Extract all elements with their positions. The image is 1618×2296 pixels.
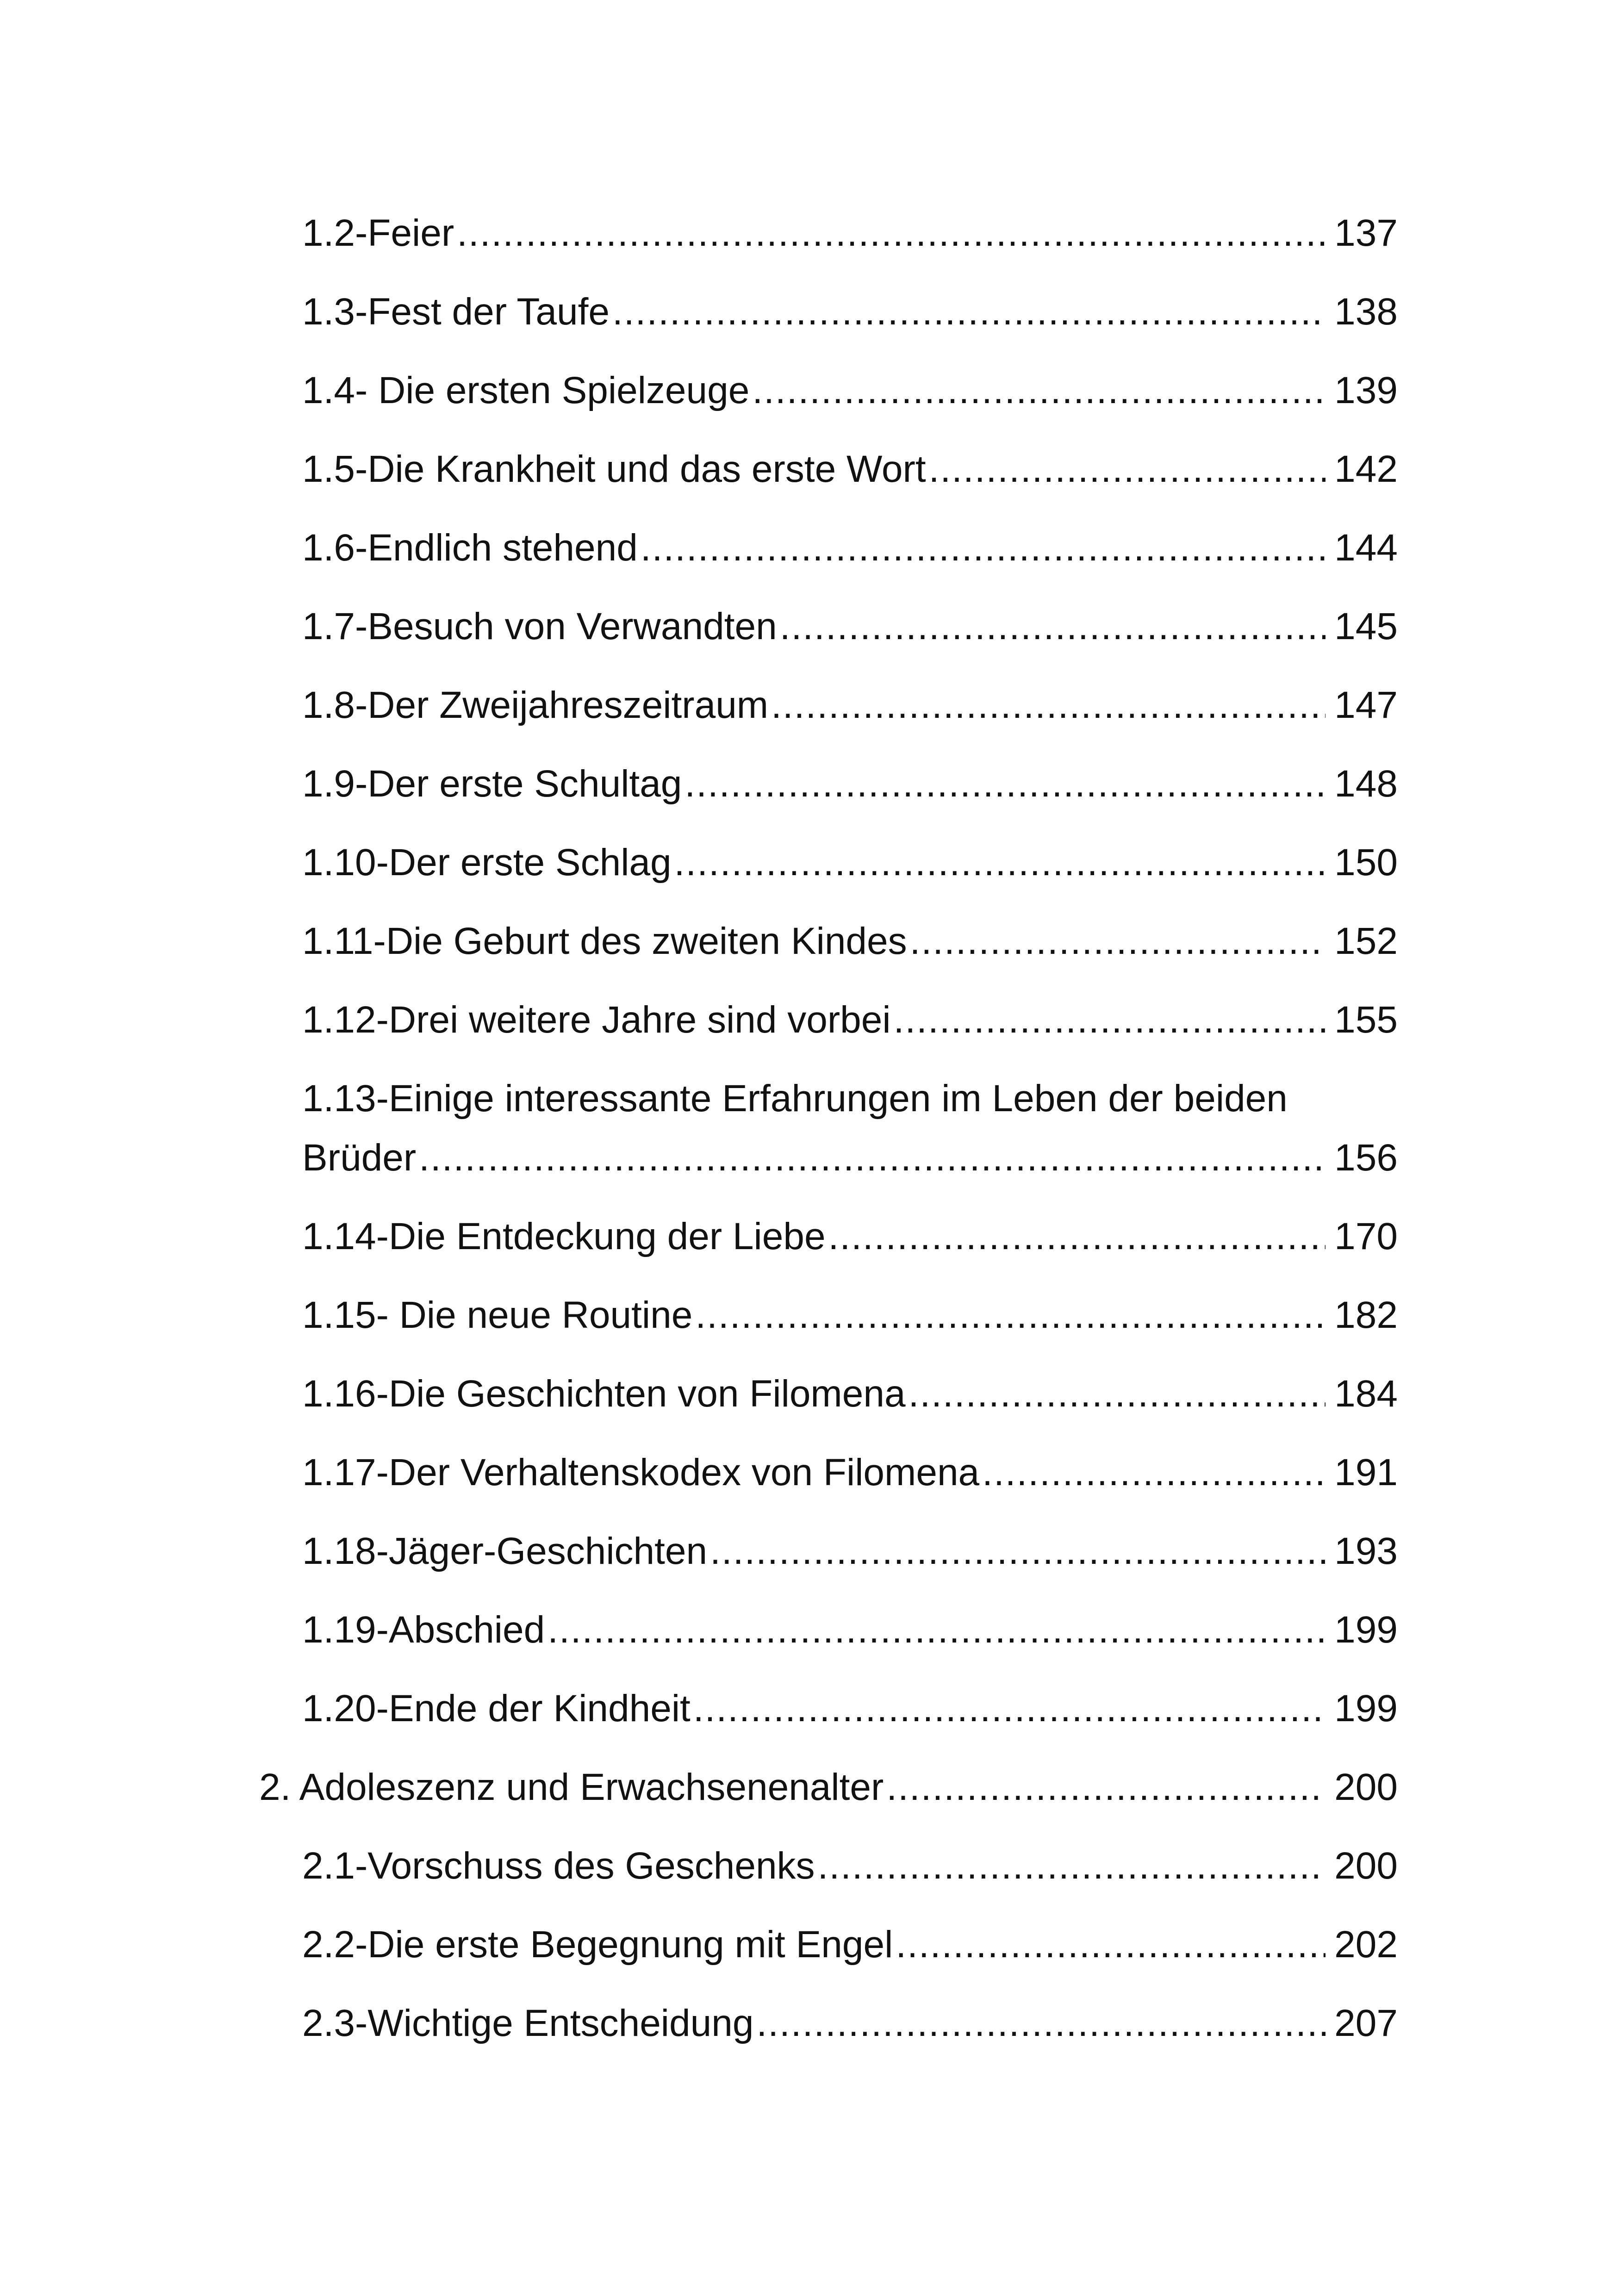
dot-leader xyxy=(886,1758,1326,1817)
toc-entry-title: 1.20-Ende der Kindheit xyxy=(302,1687,691,1730)
toc-entry[interactable] xyxy=(259,1679,1398,1738)
dot-leader xyxy=(419,1128,1326,1188)
dot-leader xyxy=(752,361,1326,420)
toc-entry-title: 1.6-Endlich stehend xyxy=(302,527,638,569)
toc-entry[interactable] xyxy=(259,518,1398,578)
dot-leader xyxy=(710,1522,1326,1581)
toc-entry-page: 191 xyxy=(1334,1451,1398,1493)
toc-entry-page: 202 xyxy=(1334,1923,1398,1966)
dot-leader xyxy=(896,1915,1326,1974)
toc-entry-title: 1.7-Besuch von Verwandten xyxy=(302,605,777,647)
toc-entry-page: 144 xyxy=(1334,527,1398,569)
toc-entry-page: 156 xyxy=(1334,1137,1398,1179)
toc-entry[interactable] xyxy=(259,1915,1398,1974)
toc-entry-title: 1.17-Der Verhaltenskodex von Filomena xyxy=(302,1451,980,1493)
toc-entry-title: 1.19-Abschied xyxy=(302,1609,545,1651)
dot-leader xyxy=(894,990,1326,1050)
toc-entry[interactable] xyxy=(259,1600,1398,1660)
toc-entry[interactable] xyxy=(259,204,1398,263)
toc-entry-title: 2.1-Vorschuss des Geschenks xyxy=(302,1845,815,1887)
dot-leader xyxy=(612,282,1326,342)
toc-entry-title: 1.16-Die Geschichten von Filomena xyxy=(302,1373,906,1415)
toc-entry-title: 1.9-Der erste Schultag xyxy=(302,763,682,805)
dot-leader xyxy=(828,1207,1326,1266)
dot-leader xyxy=(910,912,1326,971)
toc-entry[interactable] xyxy=(259,990,1398,1050)
toc-entry-title: 1.15- Die neue Routine xyxy=(302,1294,693,1336)
dot-leader xyxy=(929,440,1326,499)
toc-entry-page: 152 xyxy=(1334,920,1398,962)
toc-entry[interactable] xyxy=(259,833,1398,892)
dot-leader xyxy=(693,1679,1326,1738)
toc-entry-title: Brüder xyxy=(302,1137,417,1179)
toc-chapter-entry[interactable] xyxy=(259,1758,1398,1817)
dot-leader xyxy=(457,204,1326,263)
toc-entry-page: 150 xyxy=(1334,841,1398,884)
toc-entry-page: 142 xyxy=(1334,448,1398,490)
toc-entry-title: 1.18-Jäger-Geschichten xyxy=(302,1530,708,1572)
toc-entry-page: 147 xyxy=(1334,684,1398,726)
toc-entry-page: 200 xyxy=(1334,1766,1398,1808)
table-of-contents xyxy=(259,204,1398,2072)
toc-entry-title: 1.10-Der erste Schlag xyxy=(302,841,672,884)
toc-entry-page: 170 xyxy=(1334,1215,1398,1257)
toc-entry-page: 155 xyxy=(1334,999,1398,1041)
dot-leader xyxy=(756,1994,1326,2053)
dot-leader xyxy=(818,1836,1326,1896)
toc-entry-title: 1.2-Feier xyxy=(302,212,454,254)
toc-entry-title: 1.14-Die Entdeckung der Liebe xyxy=(302,1215,826,1257)
toc-entry-title-line1: 1.13-Einige interessante Erfahrungen im Leben der beiden xyxy=(302,1077,1288,1120)
toc-entry-title: 1.4- Die ersten Spielzeuge xyxy=(302,369,750,411)
dot-leader xyxy=(771,676,1326,735)
dot-leader xyxy=(641,518,1326,578)
toc-entry[interactable] xyxy=(259,440,1398,499)
dot-leader xyxy=(548,1600,1326,1660)
toc-entry-page: 199 xyxy=(1334,1609,1398,1651)
dot-leader xyxy=(909,1364,1326,1424)
toc-entry[interactable] xyxy=(259,1364,1398,1424)
toc-entry-title: 1.11-Die Geburt des zweiten Kindes xyxy=(302,920,907,962)
toc-entry-title: 2. Adoleszenz und Erwachsenenalter xyxy=(259,1766,884,1808)
toc-entry-title: 1.5-Die Krankheit und das erste Wort xyxy=(302,448,926,490)
toc-entry-page: 137 xyxy=(1334,212,1398,254)
toc-entry-page: 207 xyxy=(1334,2002,1398,2044)
toc-entry[interactable] xyxy=(259,1522,1398,1581)
toc-entry[interactable] xyxy=(259,282,1398,342)
toc-entry[interactable] xyxy=(259,754,1398,814)
toc-entry-page: 145 xyxy=(1334,605,1398,647)
toc-entry[interactable] xyxy=(259,361,1398,420)
dot-leader xyxy=(674,833,1326,892)
toc-entry[interactable] xyxy=(259,1286,1398,1345)
toc-entry[interactable] xyxy=(259,1069,1398,1188)
toc-entry-page: 184 xyxy=(1334,1373,1398,1415)
toc-entry-title: 1.12-Drei weitere Jahre sind vorbei xyxy=(302,999,891,1041)
toc-entry-page: 138 xyxy=(1334,291,1398,333)
toc-entry-title: 2.3-Wichtige Entscheidung xyxy=(302,2002,754,2044)
toc-entry-title: 1.3-Fest der Taufe xyxy=(302,291,610,333)
toc-entry-page: 200 xyxy=(1334,1845,1398,1887)
toc-entry[interactable] xyxy=(259,1994,1398,2053)
toc-entry-page: 148 xyxy=(1334,763,1398,805)
toc-entry-page: 199 xyxy=(1334,1687,1398,1730)
toc-entry[interactable] xyxy=(259,676,1398,735)
toc-entry[interactable] xyxy=(259,1836,1398,1896)
toc-entry[interactable] xyxy=(259,1207,1398,1266)
toc-entry-page: 182 xyxy=(1334,1294,1398,1336)
toc-entry[interactable] xyxy=(259,912,1398,971)
dot-leader xyxy=(982,1443,1326,1502)
dot-leader xyxy=(685,754,1326,814)
toc-entry[interactable] xyxy=(259,597,1398,656)
toc-entry-page: 193 xyxy=(1334,1530,1398,1572)
toc-entry-page: 139 xyxy=(1334,369,1398,411)
dot-leader xyxy=(695,1286,1326,1345)
dot-leader xyxy=(780,597,1326,656)
toc-entry[interactable] xyxy=(259,1443,1398,1502)
toc-entry-title: 2.2-Die erste Begegnung mit Engel xyxy=(302,1923,893,1966)
toc-entry-title: 1.8-Der Zweijahreszeitraum xyxy=(302,684,769,726)
